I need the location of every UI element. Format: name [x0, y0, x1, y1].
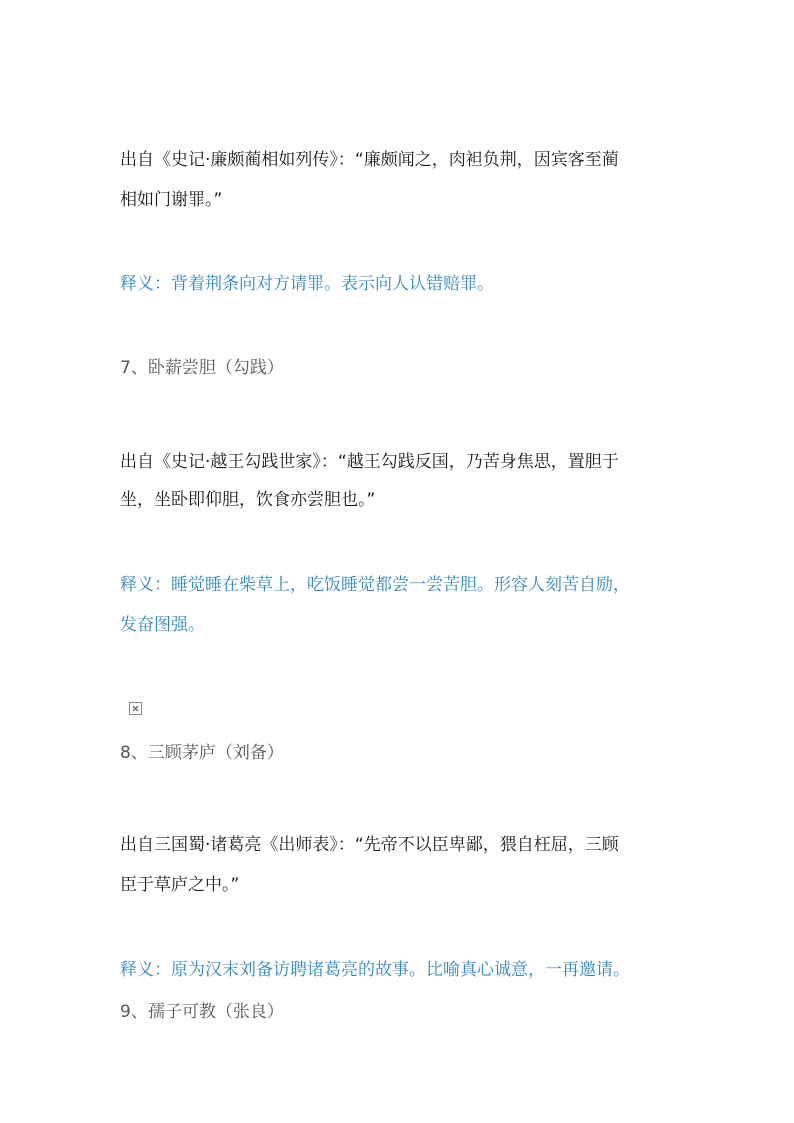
meaning-sangu: 释义：原为汉末刘备访聘诸葛亮的故事。比喻真心诚意，一再邀请。	[120, 960, 630, 980]
meaning-fujing: 释义：背着荆条向对方请罪。表示向人认错赔罪。	[120, 274, 494, 294]
source-lianpo-line-1: 出自《史记·廉颇蔺相如列传》：“廉颇闻之，肉袒负荆，因宾客至蔺	[120, 150, 619, 170]
source-chushibiao-line-1: 出自三国蜀·诸葛亮《出师表》：“先帝不以臣卑鄙，猥自枉屈，三顾	[120, 835, 619, 855]
heading-7: 7、卧薪尝胆（勾践）	[120, 358, 284, 378]
broken-image-icon	[129, 702, 142, 715]
source-lianpo-line-2: 相如门谢罪。”	[120, 190, 223, 210]
meaning-woxin-line-1: 释义：睡觉睡在柴草上，吃饭睡觉都尝一尝苦胆。形容人刻苦自励，	[120, 575, 630, 595]
source-chushibiao-line-2: 臣于草庐之中。”	[120, 875, 240, 895]
heading-8: 8、三顾茅庐（刘备）	[120, 743, 284, 763]
heading-9: 9、孺子可教（张良）	[120, 1002, 284, 1022]
source-goujian-line-2: 坐，坐卧即仰胆，饮食亦尝胆也。”	[120, 490, 376, 510]
meaning-woxin-line-2: 发奋图强。	[120, 615, 205, 635]
source-goujian-line-1: 出自《史记·越王勾践世家》：“越王勾践反国，乃苦身焦思，置胆于	[120, 452, 619, 472]
